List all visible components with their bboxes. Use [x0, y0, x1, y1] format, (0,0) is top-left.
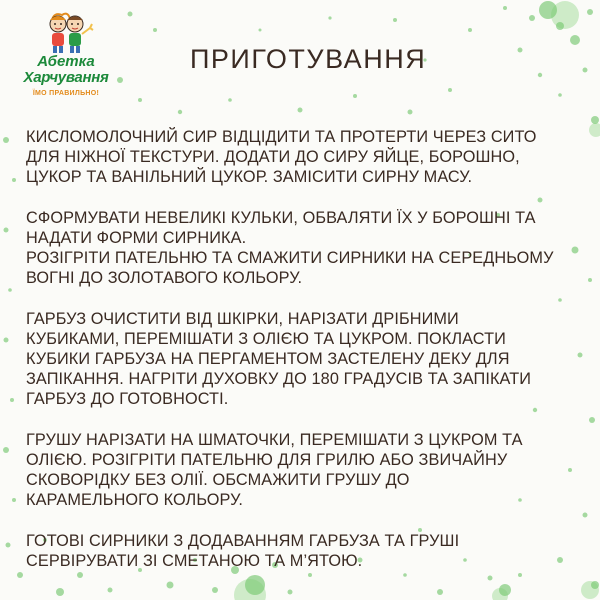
step-text-line: НАДАТИ ФОРМИ СИРНИКА.: [26, 229, 247, 247]
preparation-steps: [26, 127, 590, 592]
kids-mascot-icon: [38, 10, 94, 54]
step-text-line: КИСЛОМОЛОЧНИЙ СИР ВІДЦІДИТИ ТА ПРОТЕРТИ ЧЕРЕЗ СИТО: [26, 128, 537, 146]
step-text-line: ГОТОВІ СИРНИКИ З ДОДАВАННЯМ ГАРБУЗА ТА ГРУШІ: [26, 532, 460, 550]
step-text-line: СФОРМУВАТИ НЕВЕЛИКІ КУЛЬКИ, ОБВАЛЯТИ ЇХ У БОРОШНІ ТА: [26, 209, 536, 227]
step-text-line: ЦУКОР ТА ВАНІЛЬНИЙ ЦУКОР. ЗАМІСИТИ СИРНУ МАСУ.: [26, 168, 473, 186]
logo-title-line1: Абетка: [37, 53, 95, 70]
page-title: ПРИГОТУВАННЯ: [190, 44, 427, 74]
logo-title-line2: Харчування: [23, 69, 109, 86]
step-text-line: ОЛІЄЮ. РОЗІГРІТИ ПАТЕЛЬНЮ ДЛЯ ГРИЛЮ АБО ЗВИЧАЙНУ: [26, 451, 508, 469]
step-paragraph-1: [26, 127, 590, 187]
step-text-line: ГРУШУ НАРІЗАТИ НА ШМАТОЧКИ, ПЕРЕМІШАТИ З ЦУКРОМ ТА: [26, 431, 523, 449]
step-text-line: КУБИКИ ГАРБУЗА НА ПЕРГАМЕНТОМ ЗАСТЕЛЕНУ ДЕКУ ДЛЯ: [26, 350, 510, 368]
step-text-line: ГАРБУЗ ДО ГОТОВНОСТІ.: [26, 390, 229, 408]
step-text-line: СЕРВІРУВАТИ ЗІ СМЕТАНОЮ ТА М’ЯТОЮ.: [26, 552, 363, 570]
step-paragraph-4: [26, 430, 590, 510]
logo-subtitle: ЇМО ПРАВИЛЬНО!: [32, 90, 100, 97]
step-paragraph-3: [26, 309, 590, 409]
step-text-line: ДЛЯ НІЖНОЇ ТЕКСТУРИ. ДОДАТИ ДО СИРУ ЯЙЦЕ, БОРОШНО,: [26, 148, 520, 166]
step-text-line: ВОГНІ ДО ЗОЛОТАВОГО КОЛЬОРУ.: [26, 269, 303, 287]
step-text-line: СКОВОРІДКУ БЕЗ ОЛІЇ. ОБСМАЖИТИ ГРУШУ ДО: [26, 471, 410, 489]
step-text-line: КАРАМЕЛЬНОГО КОЛЬОРУ.: [26, 491, 244, 509]
brand-logo: [16, 10, 116, 106]
step-paragraph-2: [26, 208, 590, 288]
step-text-line: КУБИКАМИ, ПЕРЕМІШАТИ З ОЛІЄЮ ТА ЦУКРОМ. ПОКЛАСТИ: [26, 330, 506, 348]
step-text-line: ГАРБУЗ ОЧИСТИТИ ВІД ШКІРКИ, НАРІЗАТИ ДРІБНИМИ: [26, 310, 459, 328]
step-paragraph-5: [26, 531, 590, 571]
step-text-line: ЗАПІКАННЯ. НАГРІТИ ДУХОВКУ ДО 180 ГРАДУСІВ ТА ЗАПІКАТИ: [26, 370, 532, 388]
step-text-line: РОЗІГРІТИ ПАТЕЛЬНЮ ТА СМАЖИТИ СИРНИКИ НА СЕРЕДНЬОМУ: [26, 249, 554, 267]
